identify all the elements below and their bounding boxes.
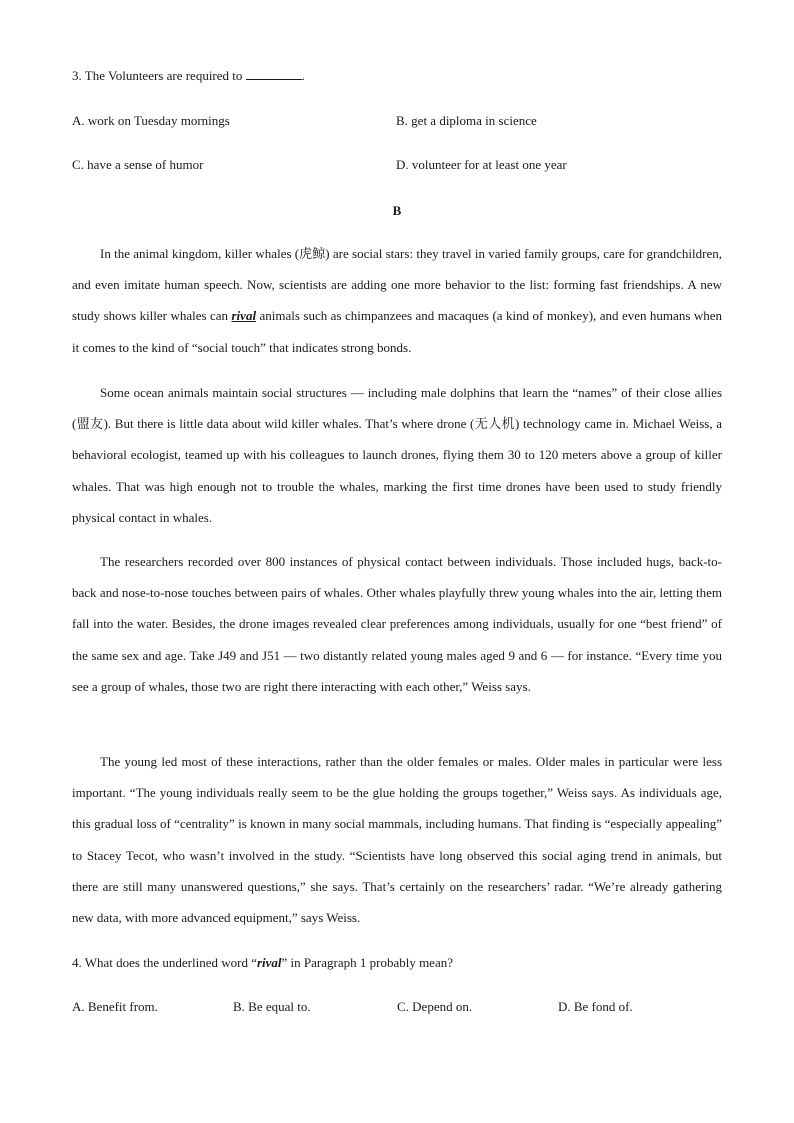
section-heading: B xyxy=(392,203,402,218)
passage-paragraph-2: Some ocean animals maintain social structures — including male dolphins that learn the “names” of their close allies (盟友). But there is little data about wild killer whales. That’s where drone (无人机) technology came in. Michael Weiss, a behavioral ecologist, teamed up with his colleagues to launch drones, flying them 30 to 120 meters above a group of killer whales. That was high enough not to trouble the whales, marking the first time drones have been used to study friendly physical contact in whales. xyxy=(72,385,722,525)
question-4-option-d: D. Be fond of. xyxy=(558,999,633,1014)
question-4-keyword: rival xyxy=(256,955,282,970)
question-3-stem-end: . xyxy=(301,68,305,83)
question-3-stem-text: 3. The Volunteers are required to xyxy=(72,68,246,83)
passage-paragraph-1 xyxy=(72,238,722,363)
question-3-option-c: C. have a sense of humor xyxy=(72,157,204,172)
question-3-stem xyxy=(72,68,305,84)
question-4-option-b: B. Be equal to. xyxy=(233,999,311,1014)
question-4-option-a: A. Benefit from. xyxy=(72,999,158,1014)
answer-blank xyxy=(246,69,302,80)
passage-paragraph-4: The young led most of these interactions, rather than the older females or males. Older males in particular were less important. “The young individuals really seem to be the glue holding the groups together,” Weiss says. As individuals age, this gradual loss of “centrality” is known in many social mammals, including humans. That finding is “especially appealing” to Stacey Tecot, who wasn’t involved in the study. “Scientists have long observed this social aging trend in animals, but there are still many unanswered questions,” she says. That’s certainly on the researchers’ radar. “We’re already gathering new data, with more advanced equipment,” says Weiss. xyxy=(72,754,722,926)
question-4-stem-text: 4. What does the underlined word “ xyxy=(72,955,257,970)
paragraph-1-text-a: In the animal kingdom, killer whales (虎鲸) are social stars: they travel in varied family groups, care for grandchildren, and even imitate human speech. Now, scientists are adding one more behavior to the list: forming fast friendships. A new study shows killer whales can xyxy=(72,246,722,324)
question-4-option-c: C. Depend on. xyxy=(397,999,473,1014)
underlined-keyword: rival xyxy=(231,308,257,324)
paragraph-1-text-b: animals such as chimpanzees and macaques (a kind of monkey), and even humans when it comes to the kind of “social touch” that indicates strong bonds. xyxy=(72,308,722,355)
question-3-option-a: A. work on Tuesday mornings xyxy=(72,113,230,128)
question-4-stem-end: ” in Paragraph 1 probably mean? xyxy=(281,955,453,970)
question-4-stem xyxy=(72,955,453,971)
passage-paragraph-3: The researchers recorded over 800 instances of physical contact between individuals. Those included hugs, back-to-back and nose-to-nose touches between pairs of whales. Other whales playfully threw young whales into the air, letting them fall into the water. Besides, the drone images revealed clear preferences among individuals, usually for one “best friend” of the same sex and age. Take J49 and J51 — two distantly related young males aged 9 and 6 — for instance. “Every time you see a group of whales, those two are right there interacting with each other,” Weiss says. xyxy=(72,554,722,694)
question-3-option-d: D. volunteer for at least one year xyxy=(396,157,567,172)
question-3-option-b: B. get a diploma in science xyxy=(396,113,537,128)
